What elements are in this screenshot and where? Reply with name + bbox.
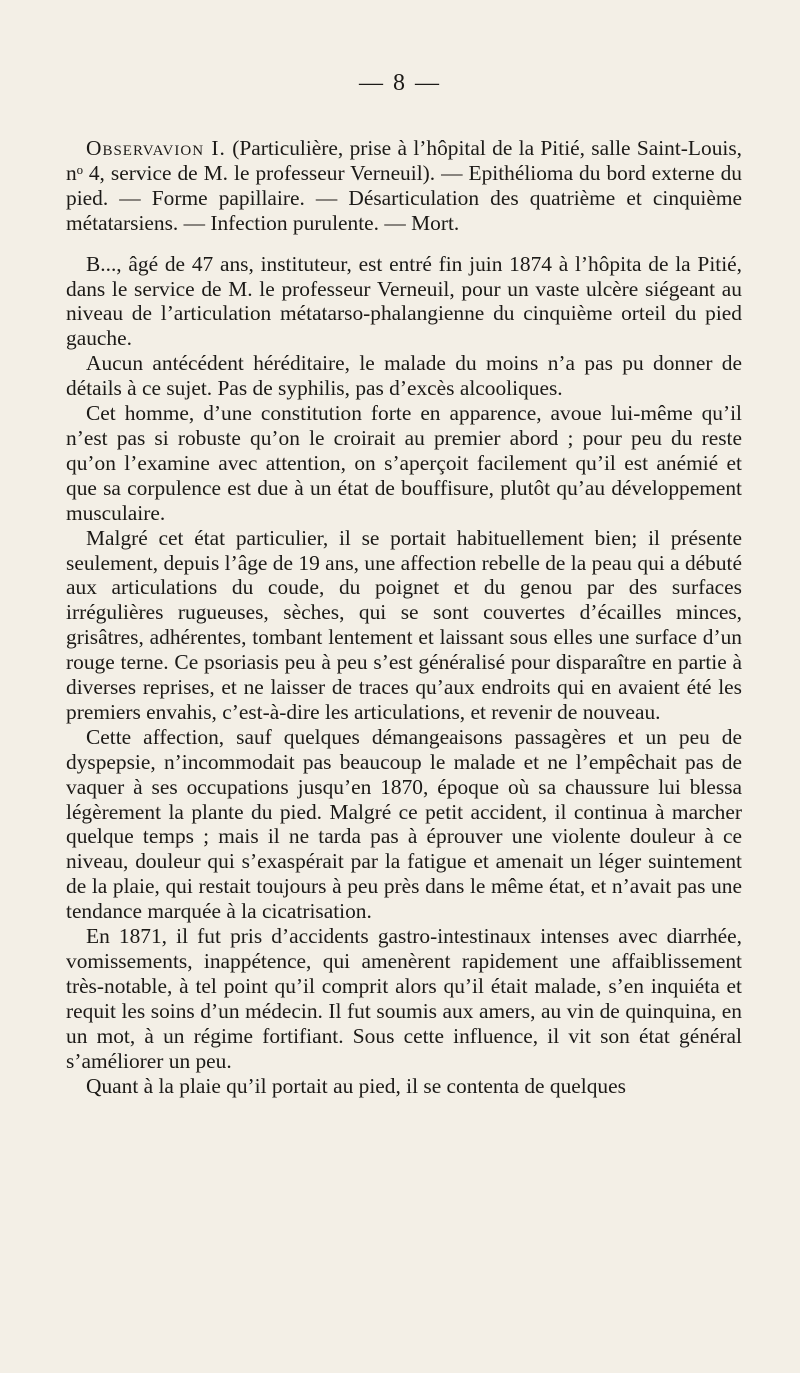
paragraph-admission: B..., âgé de 47 ans, instituteur, est entré fin juin 1874 à l’hôpita de la Pitié, dans le service de M. le professeur Verneuil, pour un vaste ulcère siégeant au niveau de l’articulation métatarso-phalangienne du cinquième orteil du pied gauche. [66, 251, 742, 351]
paragraph-antecedents: Aucun antécédent héréditaire, le malade du moins n’a pas pu donner de détails à ce sujet. Pas de syphilis, pas d’excès alcooliques. [66, 351, 742, 401]
observation-heading-text: (Particulière, prise à l’hôpital de la Pitié, salle Saint-Louis, nᵒ 4, service de M. le professeur Verneuil). — Epithélioma du bord externe du pied. — Forme papillaire. — Désarticulation des quatrième et cinquième métatarsiens. — Infection purulente. — Mort. [66, 136, 743, 235]
observation-heading [66, 136, 742, 236]
paragraph-gastro-accidents: En 1871, il fut pris d’accidents gastro-intestinaux intenses avec diarrhée, vomissements, inappétence, qui amenèrent rapidement une affaiblissement très-notable, à tel point qu’il comprit alors qu’il était malade, s’en inquiéta et requit les soins d’un médecin. Il fut soumis aux amers, au vin de quinquina, en un mot, à un régime fortifiant. Sous cette influence, il vit son état général s’améliorer un peu. [66, 924, 742, 1073]
paragraph-psoriasis: Malgré cet état particulier, il se portait habituellement bien; il présente seulement, depuis l’âge de 19 ans, une affection rebelle de la peau qui a débuté aux articulations du coude, du poignet et du genou par des surfaces irrégulières rugueuses, sèches, qui se sont couvertes d’écailles minces, grisâtres, adhérentes, tombant lentement et laissant sous elles une surface d’un rouge terne. Ce psoriasis peu à peu s’est généralisé pour disparaître en partie à diverses reprises, et ne laisser de traces qu’aux endroits qui en avaient été les premiers envahis, c’est-à-dire les articulations, et revenir de nouveau. [66, 525, 742, 724]
paragraph-constitution: Cet homme, d’une constitution forte en apparence, avoue lui-même qu’il n’est pas si robuste qu’on le croirait au premier abord ; pour peu du reste qu’on l’examine avec attention, on s’aperçoit facilement qu’il est anémié et que sa corpulence est due à un état de bouffisure, plutôt qu’au développement musculaire. [66, 401, 742, 525]
body-text [66, 136, 742, 1098]
paragraph-wound: Quant à la plaie qu’il portait au pied, il se contenta de quelques [86, 1073, 626, 1098]
paragraph-foot-injury: Cette affection, sauf quelques démangeaisons passagères et un peu de dyspepsie, n’incommodait pas beaucoup le malade et ne l’empêchait pas de vaquer à ses occupations jusqu’en 1870, époque où sa chaussure lui blessa légèrement la plante du pied. Malgré ce petit accident, il continua à marcher quelque temps ; mais il ne tarda pas à éprouver une violente douleur à ce niveau, douleur qui s’exaspérait par la fatigue et amenait un léger suintement de la plaie, qui restait toujours à peu près dans le même état, et n’avait pas une tendance marquée à la cicatrisation. [66, 724, 742, 924]
page-number: — 8 — [359, 70, 441, 96]
observation-label: Observavion I. [86, 136, 226, 160]
